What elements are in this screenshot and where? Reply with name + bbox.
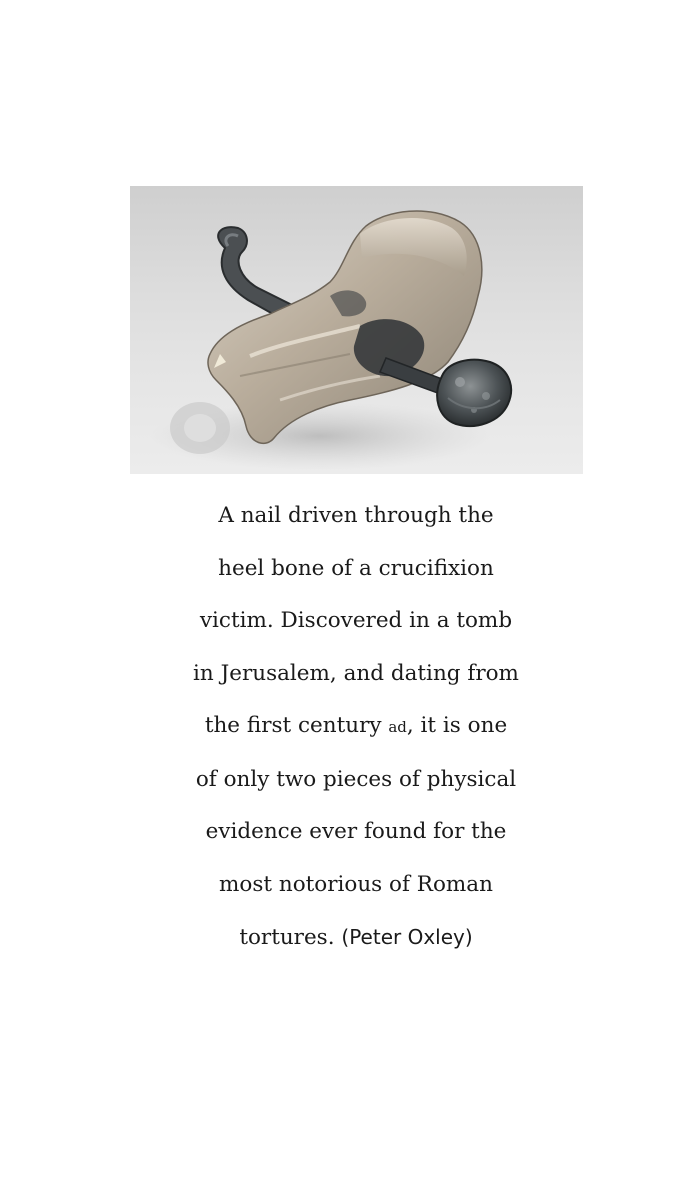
- caption-line-4: in Jerusalem, and dating from: [193, 660, 519, 686]
- caption-line-5-start: the first century: [204, 713, 389, 738]
- era-abbreviation: ad: [388, 718, 407, 736]
- caption-line-9-text: tortures.: [239, 925, 342, 950]
- caption-line-5-end: , it is one: [406, 713, 508, 738]
- photo-credit: (Peter Oxley): [341, 925, 473, 949]
- figure-caption: [160, 490, 552, 965]
- bone-with-nail-photo: [130, 186, 583, 474]
- artifact-photo: [130, 186, 583, 474]
- caption-line-6: of only two pieces of physical: [195, 766, 517, 792]
- caption-line-2: heel bone of a crucifixion: [218, 555, 494, 581]
- caption-line-3: victim. Discovered in a tomb: [199, 608, 513, 633]
- caption-line-7: evidence ever found for the: [205, 819, 507, 844]
- caption-line-1: A nail driven through the: [218, 503, 494, 528]
- caption-line-9: [160, 911, 552, 965]
- caption-line-8: most notorious of Roman: [219, 871, 493, 897]
- caption-line-5: [160, 700, 552, 754]
